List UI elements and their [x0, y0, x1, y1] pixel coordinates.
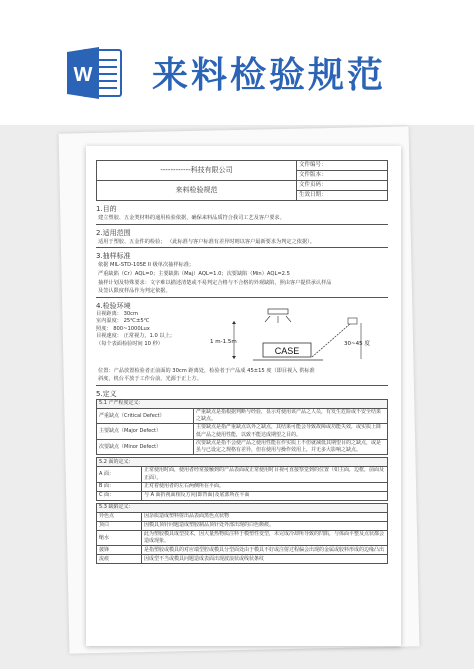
divider: [96, 297, 388, 298]
defect-term: 披锋: [97, 546, 142, 555]
env-line: 照度： 800~1000Lux: [96, 325, 150, 332]
banner: [0, 0, 474, 125]
table-row: [97, 467, 388, 483]
company-name: ------------科技有限公司: [97, 161, 297, 181]
defect-desc: 因杂质造成塑料射出品表面黑色点状物: [142, 512, 388, 521]
table-row: [97, 530, 388, 546]
surface-term: A 面：: [97, 467, 142, 483]
surface-table-title: 5.2 面的定义：: [97, 458, 388, 467]
field-effective-date: 生效日期：: [297, 191, 388, 201]
case-label: CASE: [274, 345, 300, 356]
inspection-diagram: [208, 307, 388, 369]
env-line: 目视距离： 30cm: [96, 310, 139, 317]
section-2-title: 2.适用范围: [96, 228, 131, 237]
severity-term: 主要缺点（Major Defect）: [97, 424, 194, 440]
lamp-icon: [268, 309, 288, 314]
surface-table: [96, 457, 388, 501]
env-line: 室内温度： 25℃±5℃: [96, 318, 150, 325]
section-3-line: 抽样计划及特殊要求：文字难以描述清楚或不易判定合格与不合格的外观缺陷，照由客户提供承认样品: [98, 279, 332, 286]
angle-label: 30~45 度: [344, 340, 370, 347]
severity-desc: 次要缺点是指不会使产品之使用性能在作实质上不但就减低其期望目的之缺点，或是虽与已设定之规格有差异，但在使用与操作效用上，并无多大影响之缺点。: [194, 439, 388, 455]
section-3-title: 3.抽样标准: [96, 252, 131, 261]
section-5-title: 5.定义: [96, 389, 117, 398]
field-page: 文件页码：: [297, 181, 388, 191]
surface-term: B 面：: [97, 482, 142, 491]
document-body: [96, 160, 388, 564]
defect-desc: 因成型不当或模具问题造成表面出现波浪状或线状条纹: [142, 555, 388, 564]
surface-term: C 面：: [97, 491, 142, 500]
defect-term: 顶白: [97, 521, 142, 530]
section-2-text: 适用于塑胶、五金件的检验； （此标准与客户标准有差异时则以客户最新要求为判定之依据）。: [98, 238, 315, 245]
field-doc-version: 文件版本：: [297, 171, 388, 181]
defect-term: 流痕: [97, 555, 142, 564]
section-4-after: 位置：产品放置检验者正前面的 30cm 距离处，检验者于产品成 45±15 度（即目视入 供标准: [98, 367, 315, 374]
environment-list: [96, 311, 208, 349]
table-row: [97, 482, 388, 491]
table-row: [97, 491, 388, 500]
defect-table: [96, 503, 388, 565]
env-line: （每个表面检验时间 10 秒）: [96, 340, 163, 347]
table-row: [97, 546, 388, 555]
defect-desc: 因模具顶针问题造成塑胶制品顶针处外部出现的白色颜痕。: [142, 521, 388, 530]
severity-desc: 主要缺点是指严重缺点以外之缺点，其结果可能会导致故障或功能失效，或实质上降低产品之使用性能，以致不能达成期望之目的。: [194, 424, 388, 440]
divider: [96, 247, 388, 248]
surface-desc: 正常使用时面，使用者经常接触到的产品表面或正常使用时目视可直接察觉到的位置（如主面，边框，前面及正面）。: [142, 467, 388, 483]
divider: [96, 224, 388, 225]
environment-block: [96, 311, 388, 367]
svg-text:W: W: [73, 64, 93, 86]
table-row: [97, 439, 388, 455]
defect-term: 异色点: [97, 512, 142, 521]
severity-term: 严重缺点（Critical Defect）: [97, 408, 194, 424]
table-row: [97, 555, 388, 564]
header-table: [96, 160, 388, 201]
defect-term: 缩水: [97, 530, 142, 546]
surface-desc: 正对着使用者的左右两侧所在平面。: [142, 482, 388, 491]
banner-title: 来料检验规范: [152, 55, 387, 96]
divider: [96, 385, 388, 386]
severity-term: 次要缺点（Minor Defect）: [97, 439, 194, 455]
section-4-title: 4.检验环境: [96, 301, 131, 310]
word-icon: [65, 44, 123, 102]
severity-table-title: 5.1 产严程度定义：: [97, 399, 388, 408]
document-page: [86, 146, 401, 646]
field-doc-no: 文件编号：: [297, 161, 388, 171]
table-row: [97, 408, 388, 424]
env-line: 目视速度： 正常视力，1.0 以上；: [96, 333, 175, 340]
table-row: [97, 424, 388, 440]
section-4-after: 斜度，机台平放于工作台前，光源于正上方。: [98, 376, 202, 383]
defect-table-title: 5.3 缺陷定义：: [97, 503, 388, 512]
section-3-line: 及签认限度样品作为判定依据。: [98, 288, 171, 295]
doc-title: 来料检验规范: [97, 181, 297, 201]
defect-desc: 此为塑胶模具成型技术，因大量热物质注料于模塑性变型，未完成冷却所导致的凹陷，与体面平整及点状都会造成现象。: [142, 530, 388, 546]
defect-desc: 是指塑胶或模具的对应端型腔或模具分型面处由于模具不好或注射过程偏会出现的金属或胶料形成的边缘凸出: [142, 546, 388, 555]
distance-label: 1 m-1.5m: [210, 338, 237, 345]
eye-icon: [348, 318, 357, 324]
section-1-text: 建立塑胶、五金类材料的通用检验依据，确保来料品质符合我司工艺及客户要求。: [98, 215, 285, 222]
section-1-title: 1.目的: [96, 205, 117, 213]
section-3-line: 依据 MIL-STD-105E II 级单次抽样标准；: [98, 262, 195, 269]
severity-table: [96, 399, 388, 456]
surface-desc: 与 A 面折视面相反方向(即背面)及底部所在平面: [142, 491, 388, 500]
severity-desc: 严重缺点是指根据判断与经验，显示对使用该产品之人员，有发生危险或不安全结果之缺点。: [194, 408, 388, 424]
table-row: [97, 521, 388, 530]
table-row: [97, 512, 388, 521]
section-3-line: 严重缺陷（Cr）AQL=0；主要缺陷（Maj）AQL=1.0；次要缺陷（Min）AQL=2.5: [98, 271, 290, 278]
